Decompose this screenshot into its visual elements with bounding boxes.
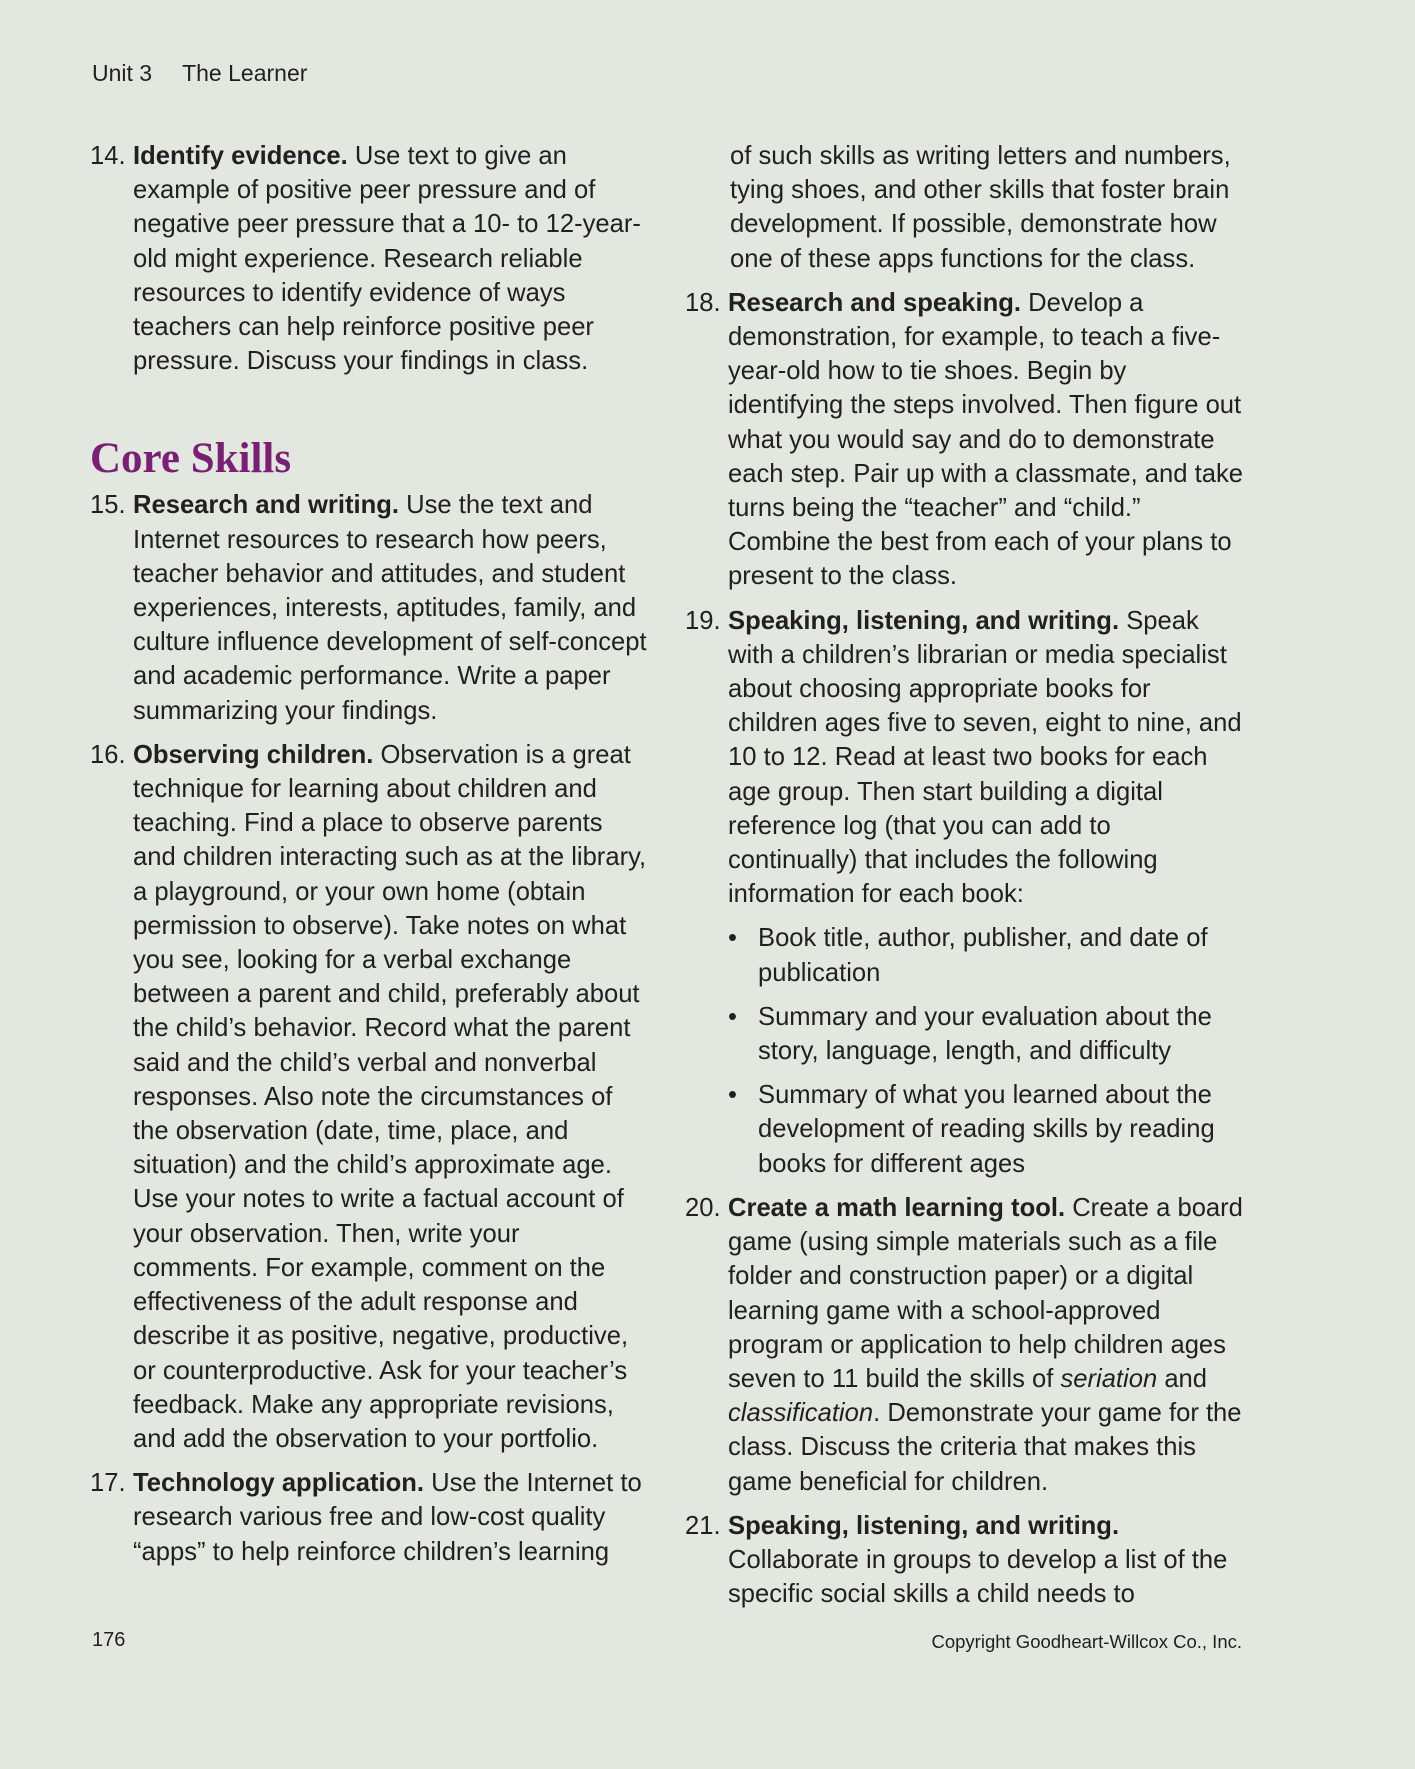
unit-title: The Learner	[182, 60, 308, 86]
item-lead: Speaking, listening, and writing.	[728, 606, 1120, 635]
list-item-text: Summary and your evaluation about the story, language, length, and difficulty	[758, 1002, 1212, 1066]
item-lead: Identify evidence.	[133, 142, 348, 170]
item-text: Use the text and Internet resources to research how peers, teacher behavior and attitudes, and student experiences, interests, aptitudes, family, and culture influence development of self-concept and academic performance. Write a paper summarizing your findings.	[133, 491, 647, 725]
activity-item-21	[685, 1509, 1245, 1612]
item-text-after: . Demonstrate your game for the class. Discuss the criteria that makes this game beneficial for children.	[728, 1399, 1242, 1496]
item-number: 18.	[685, 288, 721, 317]
conjunction: and	[1164, 1364, 1208, 1393]
activity-item-19	[685, 604, 1245, 1181]
list-item	[728, 921, 1245, 989]
item-lead: Research and writing.	[133, 491, 399, 520]
bullet-icon: •	[728, 924, 737, 953]
activity-item-16	[90, 738, 650, 1456]
item-text: Create a board game (using simple materials such as a file folder and construction paper) or a digital learning game with a school-approved program or application to help children ages seven to 11 build the skills of	[728, 1193, 1243, 1393]
section-heading: Core Skills	[90, 435, 292, 483]
item-number: 21.	[685, 1511, 721, 1540]
item-number: 19.	[685, 606, 721, 635]
item-text: Develop a demonstration, for example, to teach a five-year-old how to tie shoes. Begin by identifying the steps involved. Then figure out what you would say and do to demonstrate each step. Pair up with a classmate, and take turns being the “teacher” and “child.” Combine the best from each of your plans to present to the class.	[728, 288, 1243, 591]
activity-item-15	[90, 488, 650, 727]
item-17-continuation: of such skills as writing letters and numbers, tying shoes, and other skills that foster brain development. If possible, demonstrate how one of these apps functions for the class.	[730, 142, 1231, 273]
item-lead: Research and speaking.	[728, 288, 1022, 317]
activity-item-14	[90, 139, 650, 378]
item-number: 16.	[90, 740, 126, 769]
list-item-text: Summary of what you learned about the development of reading skills by reading books for different ages	[758, 1081, 1215, 1178]
item-text: Observation is a great technique for learning about children and teaching. Find a place to observe parents and children interacting such as at the library, a playground, or your own home (obtain permission to observe). Take notes on what you see, looking for a verbal exchange between a parent and child, preferably about the child’s behavior. Record what the parent said and the child’s verbal and nonverbal responses. Also note the circumstances of the observation (date, time, place, and situation) and the child’s approximate age. Use your notes to write a factual account of your observation. Then, write your comments. For example, comment on the effectiveness of the adult response and describe it as positive, negative, productive, or counterproductive. Ask for your teacher’s feedback. Make any appropriate revisions, and add the observation to your portfolio.	[133, 740, 647, 1453]
bullet-icon: •	[728, 1002, 737, 1031]
item-lead: Speaking, listening, and writing.	[728, 1511, 1120, 1540]
copyright-notice: Copyright Goodheart-Willcox Co., Inc.	[931, 1631, 1242, 1652]
unit-number: Unit 3	[92, 60, 153, 86]
item-text: Speak with a children’s librarian or media specialist about choosing appropriate books for children ages five to seven, eight to nine, and 10 to 12. Read at least two books for each age group. Then start building a digital reference log (that you can add to continually) that includes the following information for each book:	[728, 606, 1242, 909]
list-item-text: Book title, author, publisher, and date of publication	[758, 924, 1208, 987]
activity-item-17	[90, 1466, 650, 1569]
list-item	[728, 1078, 1245, 1181]
page-number: 176	[92, 1629, 126, 1651]
term-seriation: seriation	[1060, 1364, 1158, 1393]
item-number: 17.	[90, 1469, 126, 1498]
left-column	[90, 139, 650, 1579]
term-classification: classification	[728, 1399, 874, 1428]
item-lead: Create a math learning tool.	[728, 1193, 1066, 1222]
bullet-list	[728, 921, 1245, 1180]
item-number: 14.	[90, 142, 126, 170]
item-text: Collaborate in groups to develop a list of the specific social skills a child needs to	[728, 1545, 1228, 1609]
bullet-icon: •	[728, 1081, 737, 1110]
activity-item-18	[685, 286, 1245, 594]
item-number: 15.	[90, 491, 126, 520]
item-text: Use the Internet to research various free and low-cost quality “apps” to help reinforce children’s learning	[133, 1469, 642, 1566]
list-item	[728, 1000, 1245, 1068]
item-lead: Observing children.	[133, 740, 374, 769]
activity-item-20	[685, 1191, 1245, 1499]
running-head	[92, 58, 307, 88]
item-number: 20.	[685, 1193, 721, 1222]
right-column	[685, 139, 1245, 1621]
item-text: Use text to give an example of positive peer pressure and of negative peer pressure that a 10- to 12-year-old might experience. Research reliable resources to identify evidence of ways teachers can help reinforce positive peer pressure. Discuss your findings in class.	[133, 142, 641, 376]
item-lead: Technology application.	[133, 1469, 425, 1498]
